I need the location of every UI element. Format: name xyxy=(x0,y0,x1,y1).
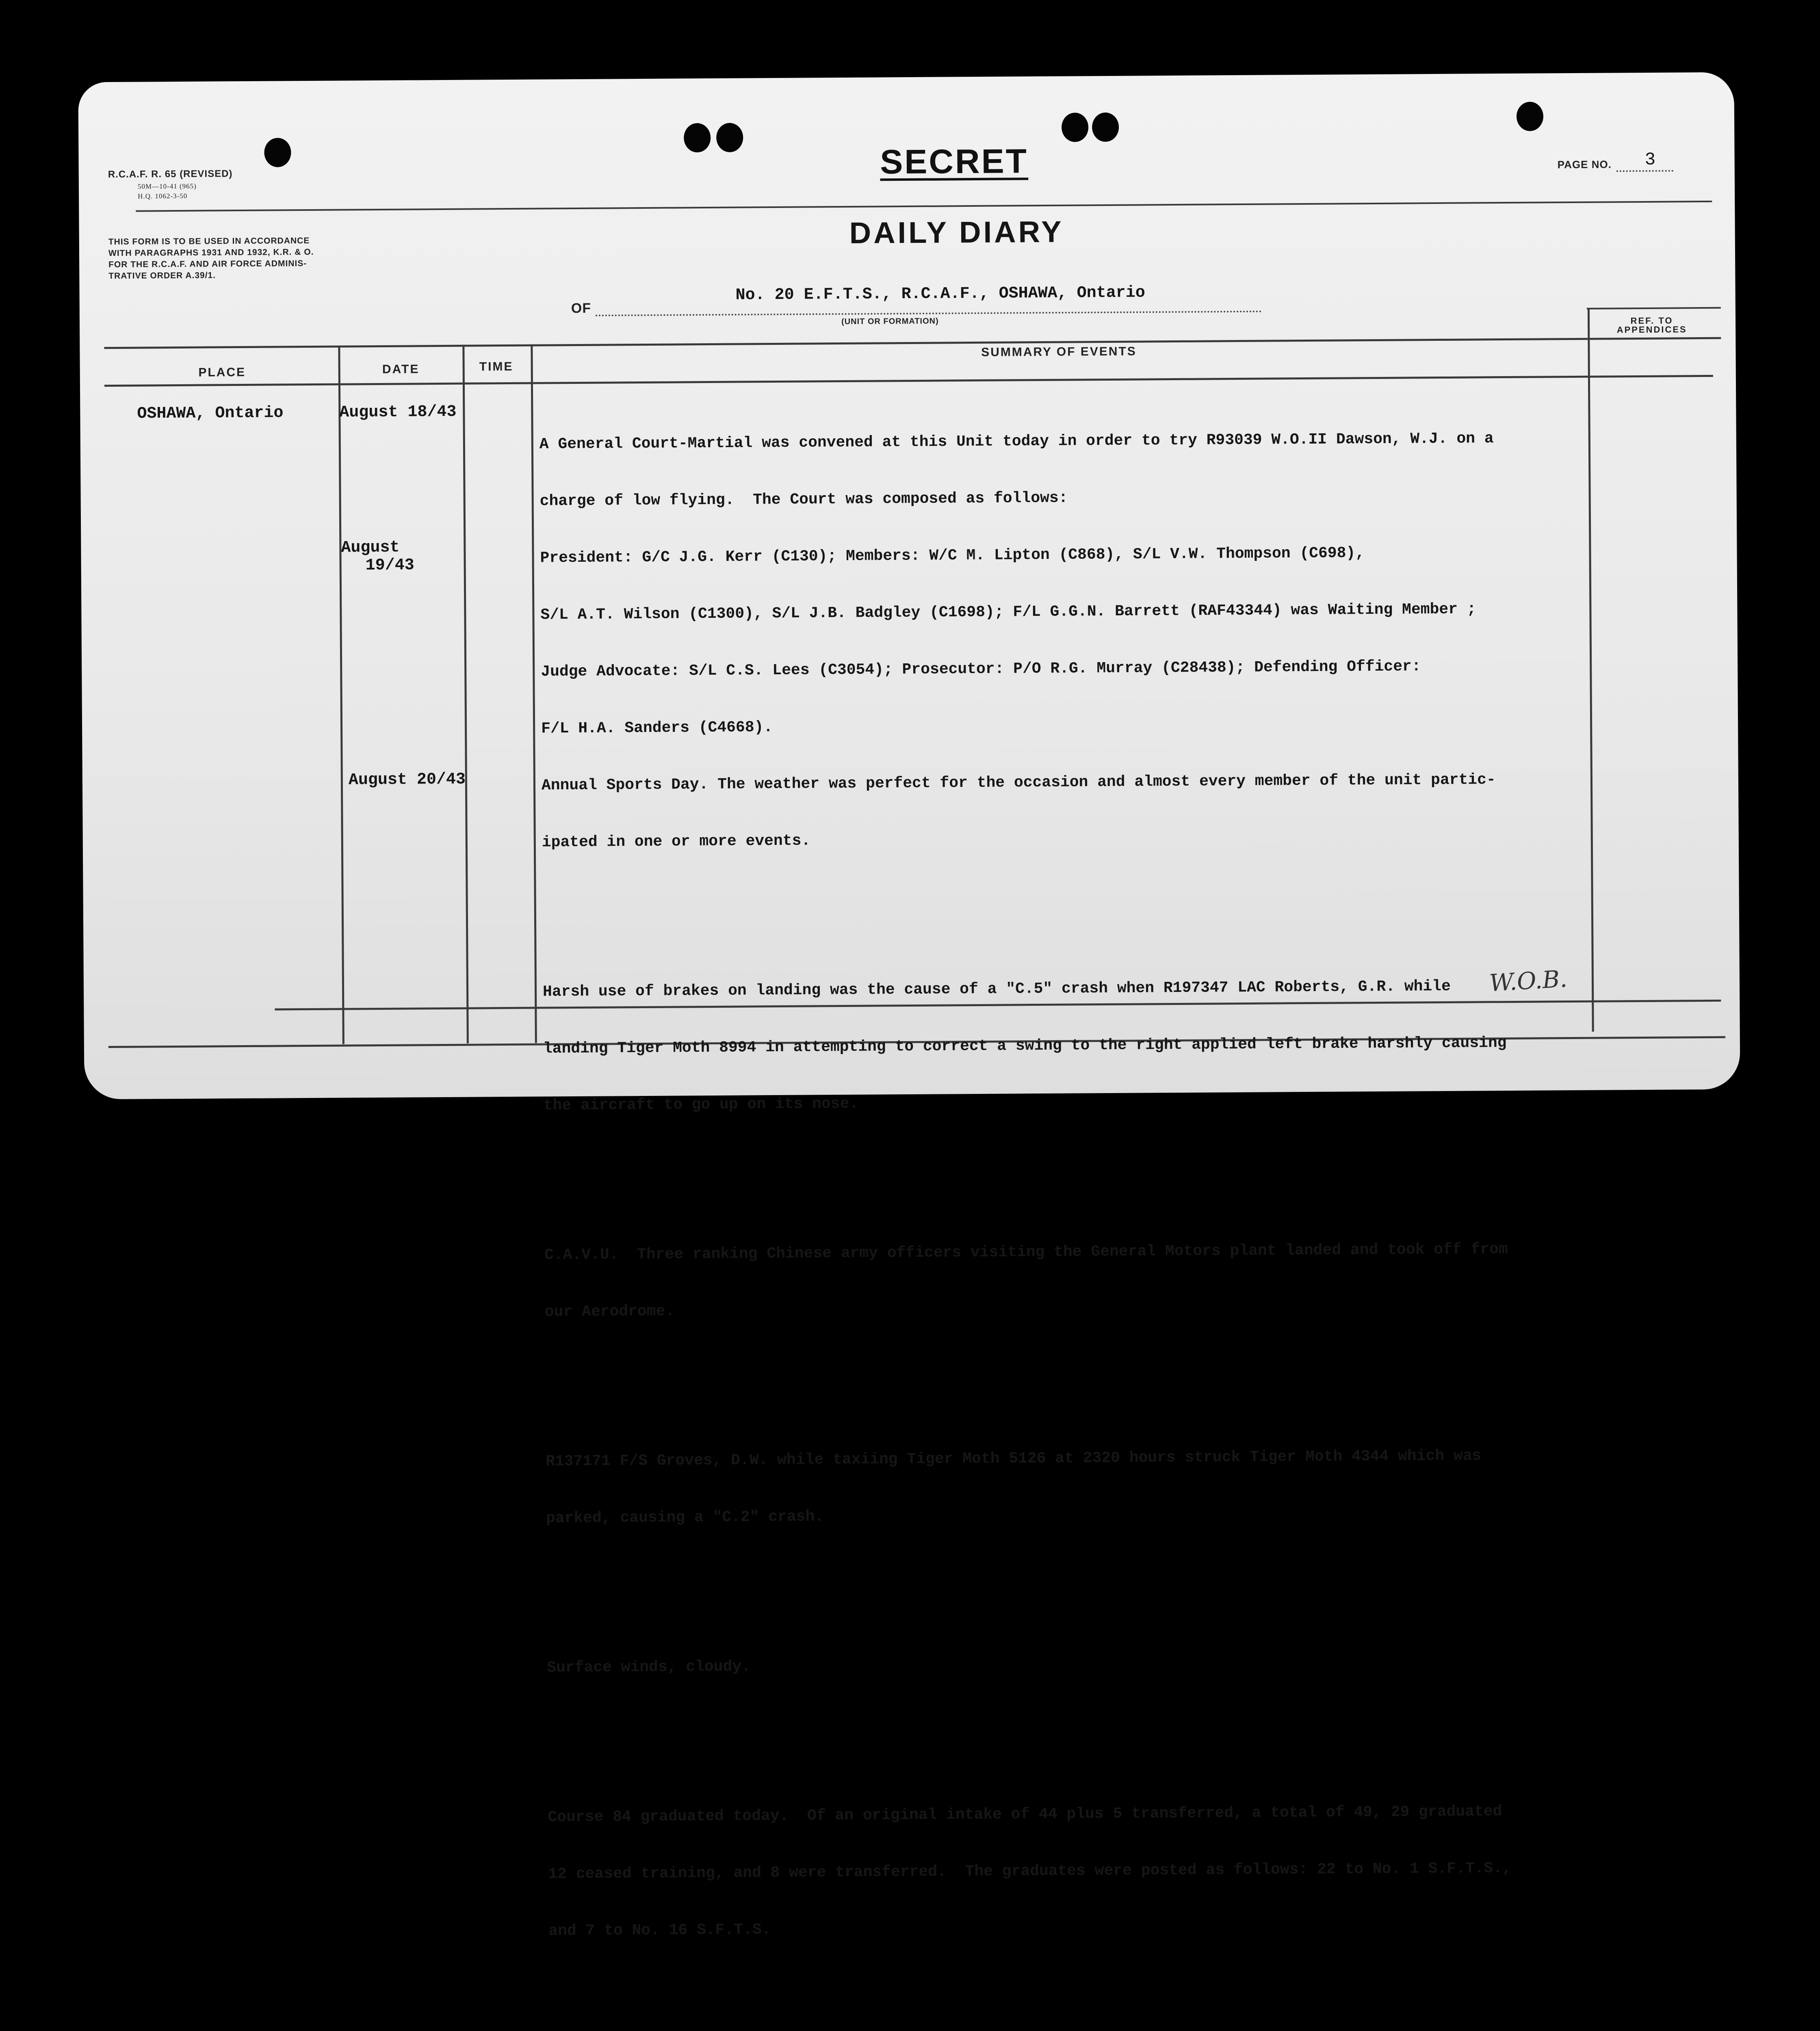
event-line: Judge Advocate: S/L C.S. Lees (C3054); Prosecutor: P/O R.G. Murray (C28438); Defending Officer: xyxy=(541,657,1504,685)
form-number: R.C.A.F. R. 65 (REVISED) xyxy=(108,168,233,180)
handwritten-initials: W.O.B. xyxy=(1488,965,1568,997)
column-header-ref-line: APPENDICES xyxy=(1591,325,1713,335)
event-line: President: G/C J.G. Kerr (C130); Members: W/C M. Lipton (C868), S/L V.W. Thompson (C698), xyxy=(540,543,1504,571)
punch-hole xyxy=(264,138,291,167)
column-header-time: TIME xyxy=(466,360,527,374)
usage-note-line: FOR THE R.C.A.F. AND AIR FORCE ADMINIS- xyxy=(108,258,314,271)
punch-hole xyxy=(684,123,711,152)
event-line: ipated in one or more events. xyxy=(542,828,1506,855)
entry-date: August 18/43 xyxy=(339,403,456,422)
form-print-line: 50M—10-41 (965) xyxy=(138,182,197,191)
column-divider xyxy=(1588,309,1594,1032)
usage-note xyxy=(108,235,314,282)
form-print-line: H.Q. 1062-3-50 xyxy=(138,192,187,201)
entry-date: August 20/43 xyxy=(349,771,466,790)
entry-date: 19/43 xyxy=(366,556,414,575)
column-divider xyxy=(338,346,344,1044)
column-header-ref-line: REF. TO xyxy=(1591,316,1713,326)
usage-note-line: TRATIVE ORDER A.39/1. xyxy=(108,269,314,282)
page-number-label: PAGE NO. xyxy=(1558,158,1612,171)
event-line: Annual Sports Day. The weather was perfect for the occasion and almost every member of the unit partic- xyxy=(542,771,1505,799)
event-line: S/L A.T. Wilson (C1300), S/L J.B. Badgley (C1698); F/L G.G.N. Barrett (RAF43344) was Waiting Member ; xyxy=(540,600,1504,628)
header-rule xyxy=(136,201,1712,212)
entry-date: August xyxy=(341,539,399,557)
unit-caption: (UNIT OR FORMATION) xyxy=(841,317,939,327)
unit-name: No. 20 E.F.T.S., R.C.A.F., OSHAWA, Ontario xyxy=(735,284,1145,304)
punch-hole xyxy=(1092,113,1119,142)
column-header-date: DATE xyxy=(344,362,458,377)
diary-card xyxy=(78,72,1740,1100)
event-line: A General Court-Martial was convened at this Unit today in order to try R93039 W.O.II Dawson, W.J. on a xyxy=(540,430,1503,457)
usage-note-line: THIS FORM IS TO BE USED IN ACCORDANCE xyxy=(108,235,314,248)
punch-hole xyxy=(1062,113,1088,142)
page-title: DAILY DIARY xyxy=(753,214,1160,251)
entry-place: OSHAWA, Ontario xyxy=(137,404,283,423)
event-paragraph xyxy=(542,942,1507,1154)
column-divider xyxy=(462,345,469,1044)
event-line: Surface winds, cloudy. xyxy=(547,1653,1510,1681)
column-header-ref xyxy=(1591,316,1713,335)
event-line: parked, causing a "C.2" crash. xyxy=(546,1504,1510,1531)
event-paragraph xyxy=(539,395,1506,890)
punch-hole xyxy=(716,123,743,152)
classification-heading: SECRET xyxy=(824,141,1084,182)
page-number-line xyxy=(1616,170,1673,172)
event-paragraph xyxy=(548,1768,1512,1979)
event-paragraph xyxy=(544,1206,1508,1360)
unit-line xyxy=(596,311,1262,316)
event-line: 12 ceased training, and 8 were transferred. The graduates were posted as follows: 22 to No. 1 S.F.T.S., xyxy=(548,1860,1512,1887)
event-paragraph xyxy=(547,1618,1511,1716)
event-line: landing Tiger Moth 8994 in attempting to correct a swing to the right applied left brake harshly causing xyxy=(543,1034,1507,1062)
event-line: C.A.V.U. Three ranking Chinese army officers visiting the General Motors plant landed and took off from xyxy=(544,1241,1508,1268)
punch-hole xyxy=(1517,102,1543,131)
event-line: Harsh use of brakes on landing was the cause of a "C.5" crash when R197347 LAC Roberts, G.R. while xyxy=(543,977,1506,1005)
column-header-summary: SUMMARY OF EVENTS xyxy=(876,344,1242,360)
event-line: R137171 F/S Groves, D.W. while taxiing Tiger Moth 5126 at 2320 hours struck Tiger Moth 4344 which was xyxy=(546,1447,1509,1475)
event-line: our Aerodrome. xyxy=(545,1297,1508,1325)
appendix-rule xyxy=(1587,307,1721,310)
column-divider xyxy=(531,344,537,1043)
event-line: and 7 to No. 16 S.F.T.S. xyxy=(548,1916,1512,1944)
summary-of-events xyxy=(539,360,1514,2031)
of-label: OF xyxy=(571,301,591,316)
event-line: F/L H.A. Sanders (C4668). xyxy=(541,714,1505,742)
event-line: charge of low flying. The Court was composed as follows: xyxy=(540,487,1504,514)
event-line: the aircraft to go up on its nose. xyxy=(544,1091,1507,1119)
column-header-place: PLACE xyxy=(145,365,299,380)
usage-note-line: WITH PARAGRAPHS 1931 AND 1932, K.R. & O. xyxy=(108,247,314,259)
event-line: Course 84 graduated today. Of an original intake of 44 plus 5 transferred, a total of 49, 29 graduated xyxy=(548,1803,1511,1830)
event-paragraph xyxy=(545,1412,1510,1566)
page-number: 3 xyxy=(1644,150,1655,170)
